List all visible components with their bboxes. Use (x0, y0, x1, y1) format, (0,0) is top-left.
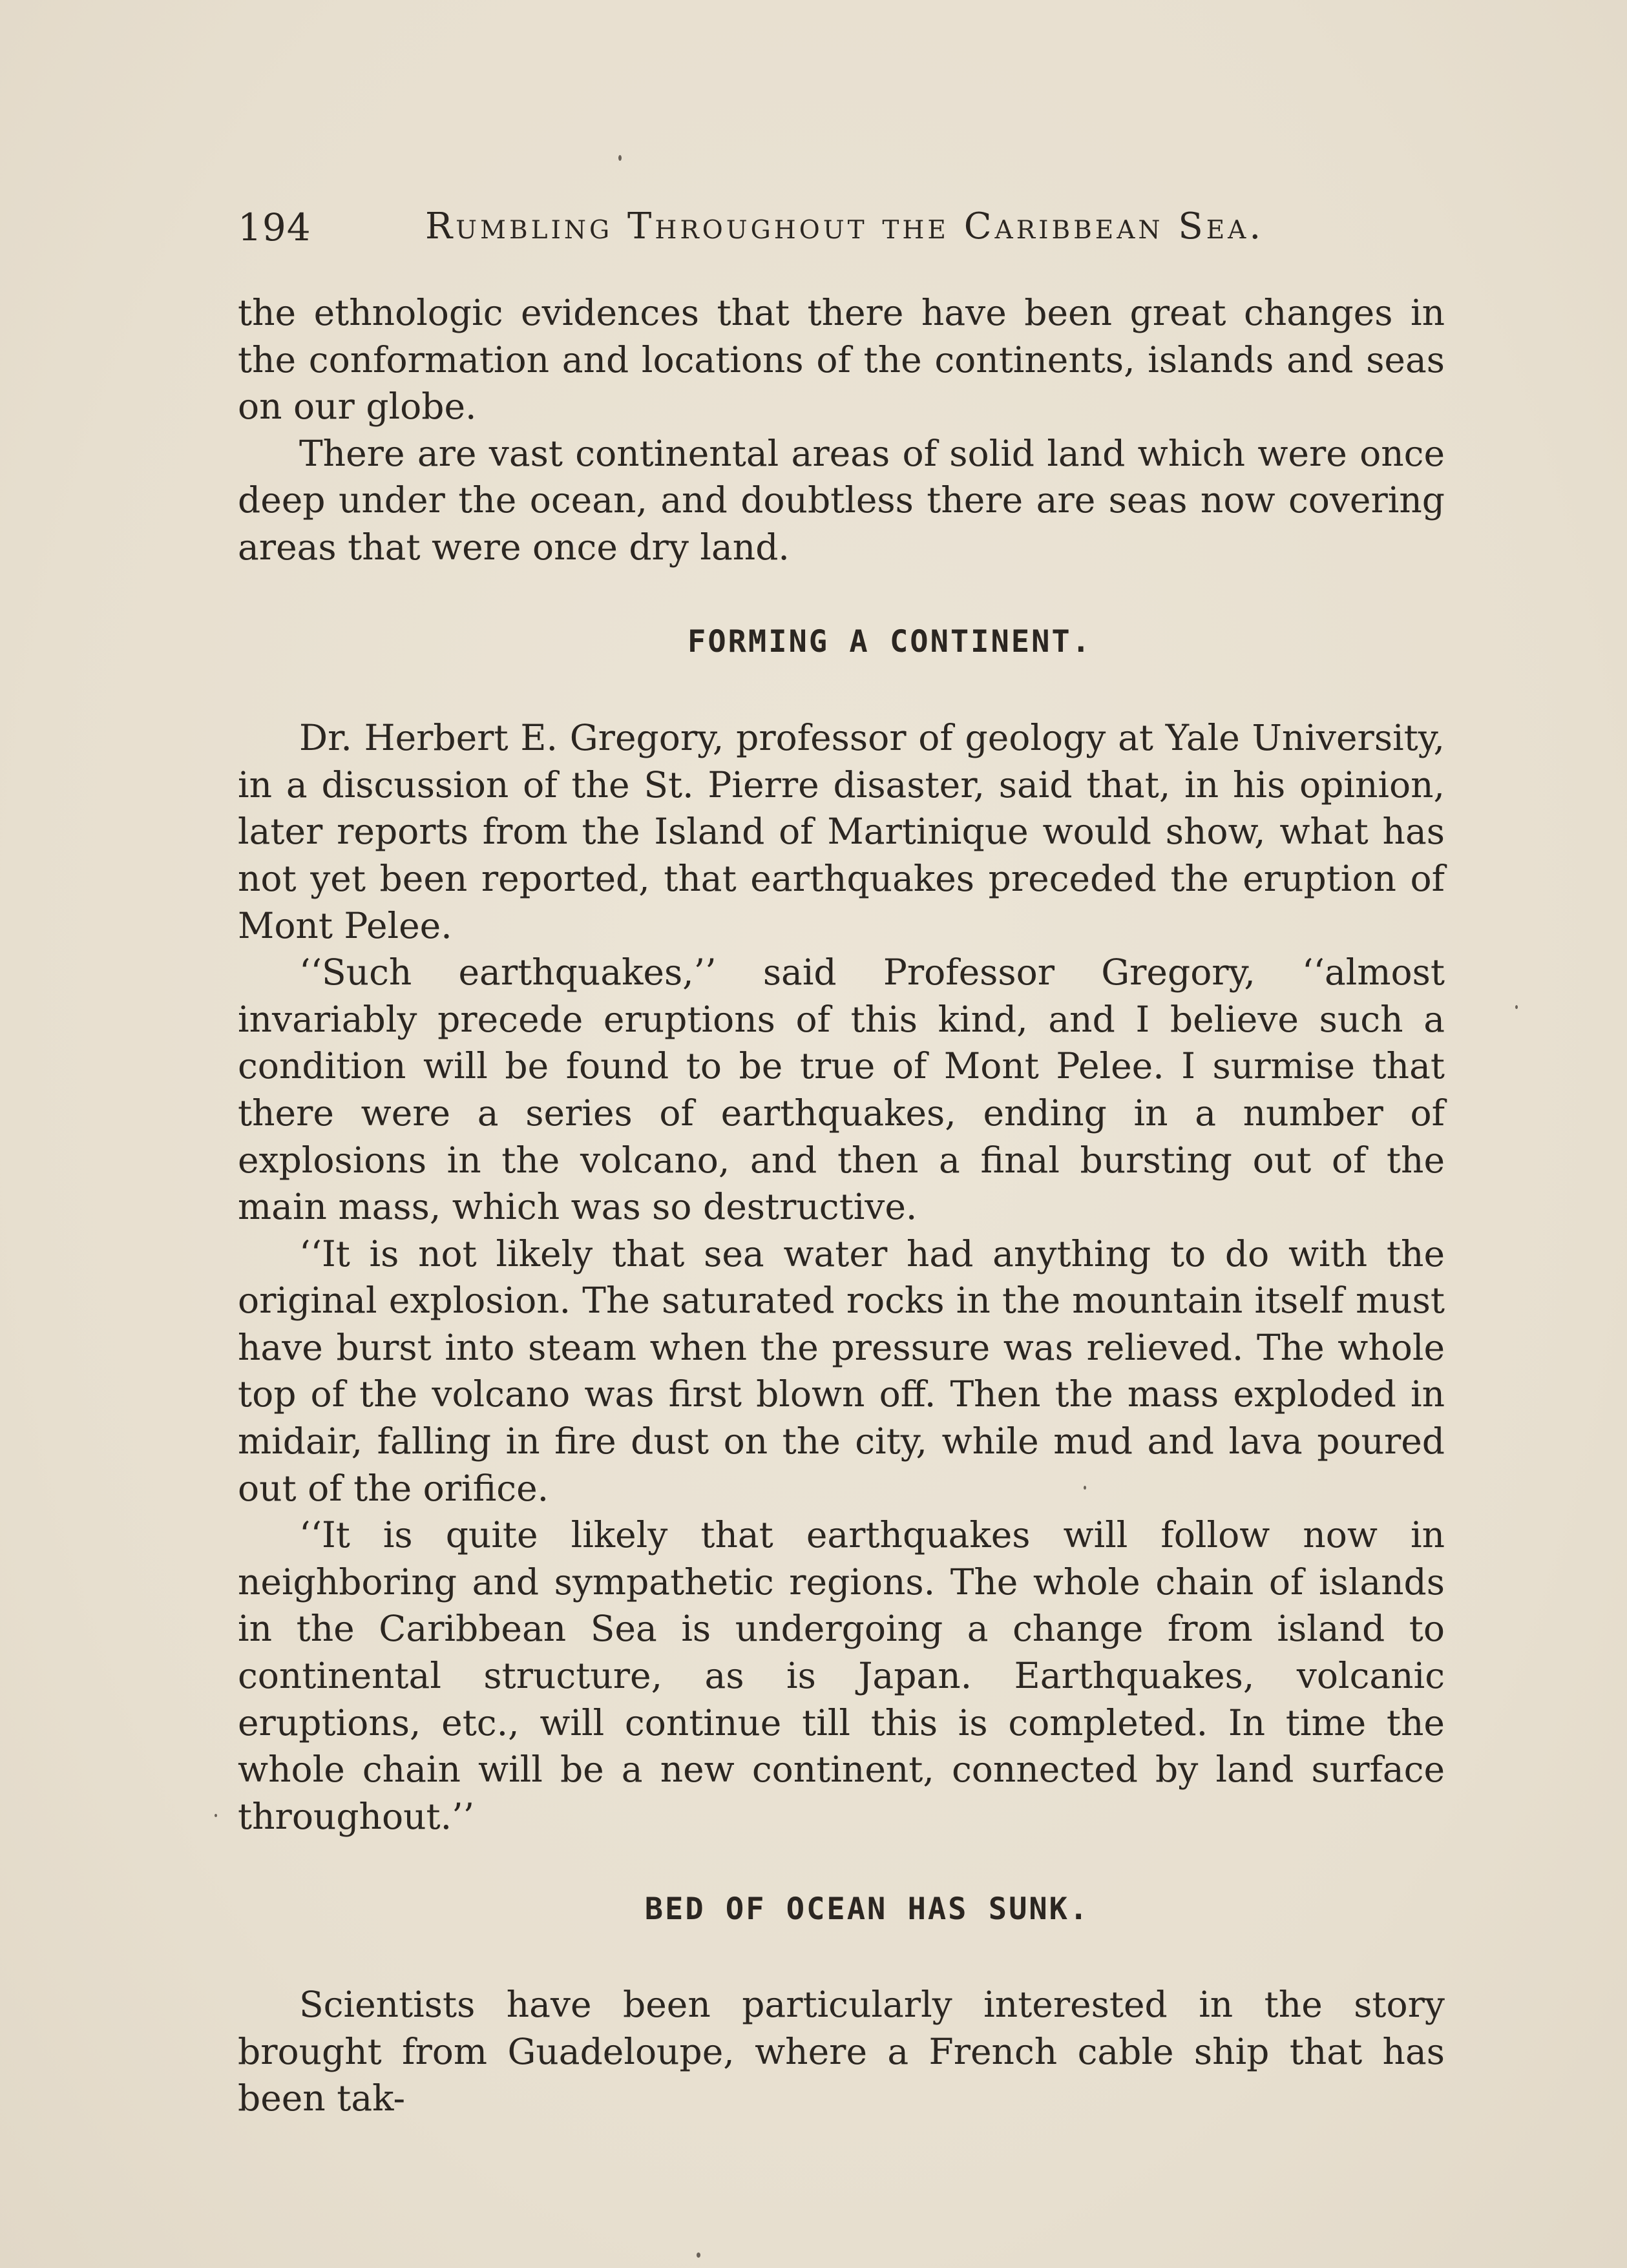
paragraph: Dr. Herbert E. Gregory, professor of geology at Yale University, in a discussion of the St. Pierre disaster, said that, in his opinion, later reports from the Island of Martinique would show, what has not yet been reported, that earthquakes preceded the eruption of Mont Pelee. (238, 717, 1445, 946)
paragraph: the ethnologic evidences that there have been great changes in the conformation and locations of the continents, islands and seas on our globe. (238, 292, 1445, 428)
paragraph: Scientists have been particularly interested in the story brought from Guadeloupe, where a French cable ship that has been tak- (238, 1984, 1445, 2119)
page-header (238, 205, 1265, 264)
section-heading: BED OF OCEAN HAS SUNK. (644, 1891, 1090, 1928)
paper-speck (618, 155, 622, 161)
section-heading: FORMING A CONTINENT. (688, 623, 1092, 660)
running-head: Rumbling Throughout the Caribbean Sea. (425, 205, 1265, 247)
paragraph: There are vast continental areas of solid land which were once deep under the ocean, and doubtless there are seas now covering areas that were once dry land. (238, 432, 1445, 568)
paragraph: ‘‘Such earthquakes,’’ said Professor Gregory, ‘‘almost invariably precede eruptions of this kind, and I believe such a condition will be found to be true of Mont Pelee. I surmise that there were a series of earthquakes, ending in a number of explosions in the volcano, and then a final bursting out of the main mass, which was so destructive. (238, 952, 1445, 1228)
paragraph: ‘‘It is quite likely that earthquakes will follow now in neighboring and sympathetic regions. The whole chain of islands in the Caribbean Sea is undergoing a change from island to continental structure, as is Japan. Earthquakes, volcanic eruptions, etc., will continue till this is completed. In time the whole chain will be a new continent, connected by land surface throughout.’’ (238, 1514, 1445, 1837)
paper-speck (697, 2252, 700, 2258)
paper-speck (215, 1814, 217, 1817)
page-number: 194 (238, 205, 311, 249)
paragraph: ‘‘It is not likely that sea water had anything to do with the original explosion. The saturated rocks in the mountain itself must have burst into steam when the pressure was relieved. The whole top of the volcano was first blown off. Then the mass exploded in midair, falling in fire dust on the city, while mud and lava poured out of the orifice. (238, 1233, 1445, 1509)
body-text (238, 289, 1445, 2122)
paper-speck (1515, 1005, 1518, 1009)
